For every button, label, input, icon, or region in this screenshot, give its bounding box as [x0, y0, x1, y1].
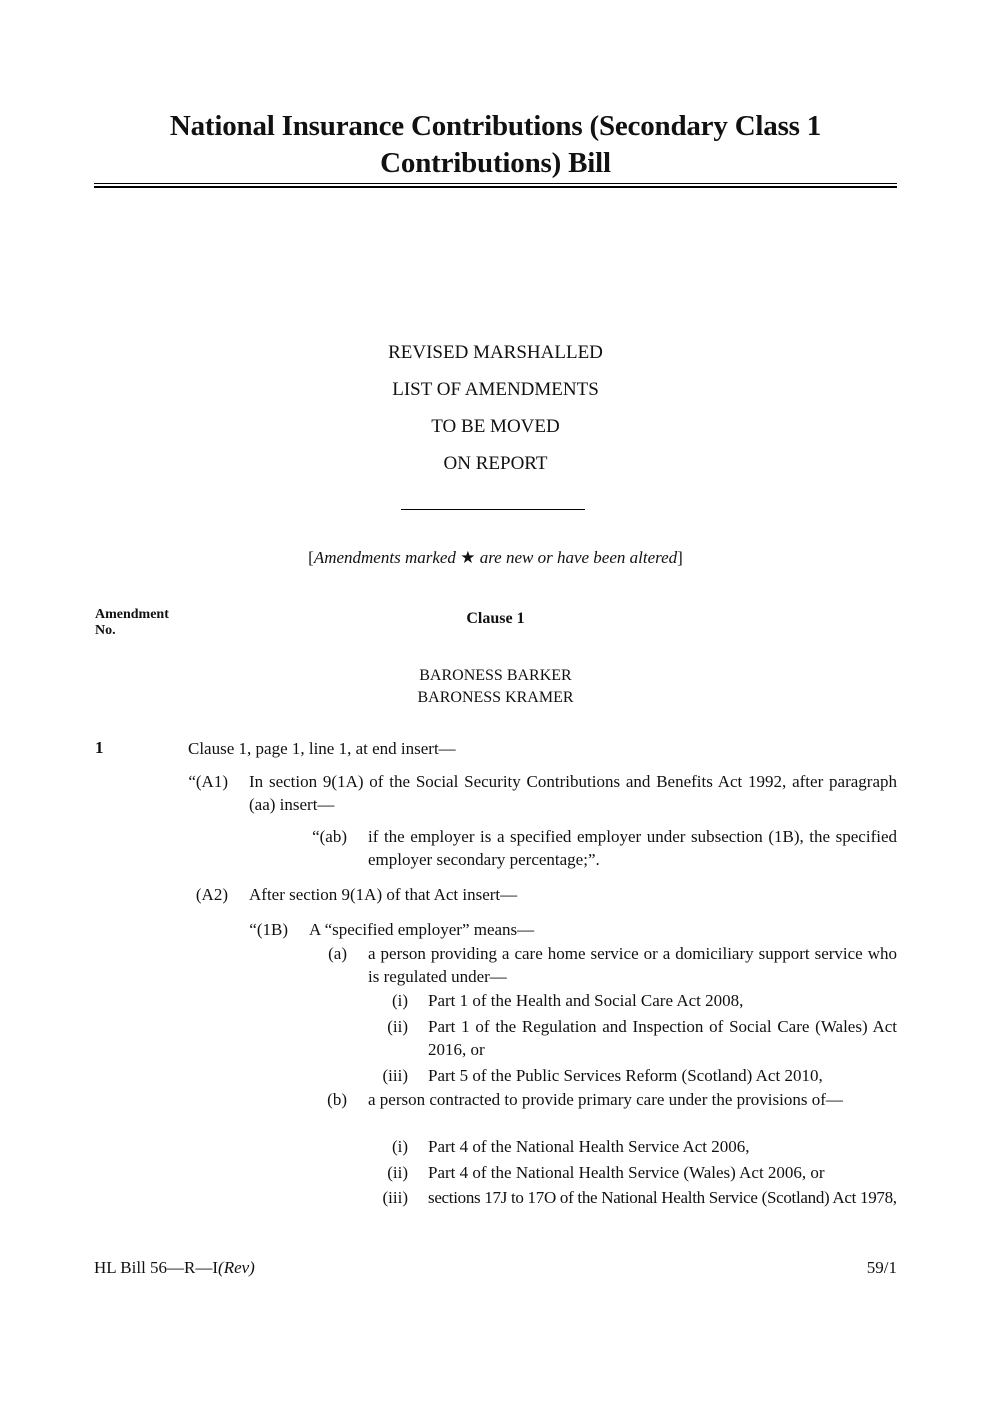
subparagraph-text-a-iii: Part 5 of the Public Services Reform (Scotland) Act 2010, [428, 1066, 823, 1085]
bill-title-line-1: National Insurance Contributions (Secondary Class 1 [169, 110, 822, 142]
heading-line-4: ON REPORT [443, 453, 548, 474]
paragraph-label-b: (b) [327, 1090, 347, 1109]
bill-title [94, 108, 897, 182]
note-text-before: Amendments marked [313, 548, 461, 567]
amendment-instruction: Clause 1, page 1, line 1, at end insert— [188, 739, 456, 758]
subparagraph-text-a-i: Part 1 of the Health and Social Care Act 2008, [428, 991, 744, 1010]
paragraph-text-a: a person providing a care home service or a domiciliary support service who is regulated under— [368, 944, 897, 986]
subparagraph-label-b-i: (i) [391, 1137, 408, 1156]
subparagraph-text-b-i: Part 4 of the National Health Service Act 2006, [428, 1137, 750, 1156]
subparagraph-label-a-i: (i) [391, 991, 408, 1010]
heading-line-2: LIST OF AMENDMENTS [392, 379, 599, 400]
mover-1: BARONESS BARKER [419, 667, 572, 684]
note-text-after: are new or have been altered [475, 548, 678, 567]
movers [0, 665, 991, 709]
title-rule-thin [94, 183, 897, 184]
paragraph-text-b: a person contracted to provide primary care under the provisions of— [368, 1090, 843, 1109]
bill-reference-text: HL Bill 56—R—I [94, 1258, 219, 1277]
paragraph-text-ab: if the employer is a specified employer under subsection (1B), the specified employer secondary percentage;”. [368, 827, 897, 869]
subsection-label-a2: (A2) [195, 885, 228, 904]
title-rule-thick [94, 186, 897, 188]
subsection-label-a1: “(A1) [188, 772, 228, 791]
subsection-text-a2: After section 9(1A) of that Act insert— [249, 885, 518, 904]
note-open-bracket: [ [308, 548, 314, 567]
subsection-text-1b: A “specified employer” means— [309, 920, 535, 939]
heading-line-3: TO BE MOVED [431, 416, 560, 437]
paragraph-label-ab: “(ab) [312, 827, 347, 846]
note-close-bracket: ] [677, 548, 683, 567]
bill-reference [94, 1258, 255, 1278]
mover-2: BARONESS KRAMER [417, 689, 574, 706]
clause-heading: Clause 1 [466, 610, 525, 627]
heading-rule [401, 509, 585, 510]
amendment-number-header-line-2: No. [95, 623, 116, 638]
heading-line-1: REVISED MARSHALLED [388, 342, 603, 363]
amendments-note [0, 548, 991, 568]
bill-reference-revision: (Rev) [218, 1258, 255, 1277]
amendment-number-header-line-1: Amendment [95, 607, 169, 622]
subparagraph-label-b-iii: (iii) [382, 1188, 408, 1207]
star-icon: ★ [460, 548, 476, 567]
subparagraph-label-a-ii: (ii) [387, 1017, 408, 1036]
subparagraph-label-b-ii: (ii) [387, 1163, 408, 1182]
bill-title-line-2: Contributions) Bill [380, 147, 611, 179]
subsection-text-a1: In section 9(1A) of the Social Security Contributions and Benefits Act 1992, after paragraph (aa) insert— [249, 772, 897, 814]
subparagraph-text-b-iii: sections 17J to 17O of the National Health Service (Scotland) Act 1978, [428, 1188, 897, 1207]
paragraph-label-a: (a) [328, 944, 347, 963]
amendment-number: 1 [95, 738, 104, 757]
page-reference: 59/1 [866, 1258, 897, 1277]
subsection-label-1b: “(1B) [249, 920, 288, 939]
subparagraph-text-b-ii: Part 4 of the National Health Service (Wales) Act 2006, or [428, 1163, 825, 1182]
subparagraph-label-a-iii: (iii) [382, 1066, 408, 1085]
list-heading [0, 340, 991, 488]
subparagraph-text-a-ii: Part 1 of the Regulation and Inspection of Social Care (Wales) Act 2016, or [428, 1017, 897, 1059]
